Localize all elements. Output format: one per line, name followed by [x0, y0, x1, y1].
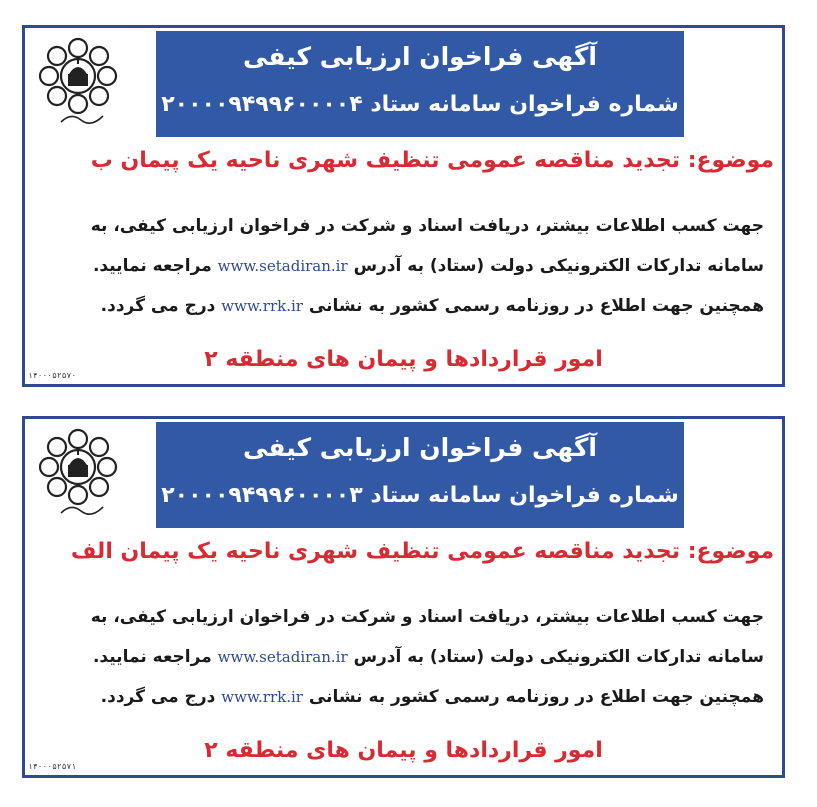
notice-2 — [22, 416, 785, 778]
body-line-3-post: درج می گردد. — [100, 296, 216, 316]
body-line-3 — [39, 286, 764, 326]
header-box — [156, 422, 684, 528]
body-line-3 — [39, 677, 764, 717]
body-line-2-post: مراجعه نمایید. — [92, 647, 212, 667]
footer-signature: امور قراردادها و پیمان های منطقه ۲ — [204, 738, 603, 763]
body-line-2-pre: سامانه تدارکات الکترونیکی دولت (ستاد) به آدرس — [353, 647, 764, 667]
setadiran-link[interactable]: www.setadiran.ir — [217, 257, 348, 275]
body-line-2 — [39, 246, 764, 286]
mashhad-municipality-logo-icon — [33, 36, 123, 130]
setadiran-link[interactable]: www.setadiran.ir — [217, 648, 348, 666]
rrk-link[interactable]: www.rrk.ir — [221, 297, 303, 315]
body-line-2-post: مراجعه نمایید. — [92, 256, 212, 276]
ad-code: ۱۴۰۰۰۵۲۵۷۰ — [28, 371, 77, 380]
body-line-3-post: درج می گردد. — [100, 687, 216, 707]
body-line-1: جهت کسب اطلاعات بیشتر، دریافت اسناد و شرکت در فراخوان ارزیابی کیفی، به — [90, 216, 764, 236]
notice-body — [39, 206, 764, 326]
notice-1 — [22, 25, 785, 387]
body-line-3-pre: همچنین جهت اطلاع در روزنامه رسمی کشور به نشانی — [308, 687, 764, 707]
header-box — [156, 31, 684, 137]
body-line-2-pre: سامانه تدارکات الکترونیکی دولت (ستاد) به آدرس — [353, 256, 764, 276]
mashhad-municipality-logo-icon — [33, 427, 123, 521]
footer-signature: امور قراردادها و پیمان های منطقه ۲ — [204, 347, 603, 372]
call-number: شماره فراخوان سامانه ستاد ۲۰۰۰۰۹۴۹۹۶۰۰۰۰۴ — [161, 92, 679, 117]
notice-title: آگهی فراخوان ارزیابی کیفی — [243, 42, 597, 71]
rrk-link[interactable]: www.rrk.ir — [221, 688, 303, 706]
body-line-3-pre: همچنین جهت اطلاع در روزنامه رسمی کشور به نشانی — [308, 296, 764, 316]
notice-title: آگهی فراخوان ارزیابی کیفی — [243, 433, 597, 462]
subject-line: موضوع: تجدید مناقصه عمومی تنظیف شهری ناحیه یک پیمان الف — [70, 539, 774, 564]
notice-body — [39, 597, 764, 717]
ad-code: ۱۴۰۰۰۵۲۵۷۱ — [28, 762, 77, 771]
subject-line: موضوع: تجدید مناقصه عمومی تنظیف شهری ناحیه یک پیمان ب — [90, 148, 774, 173]
call-number: شماره فراخوان سامانه ستاد ۲۰۰۰۰۹۴۹۹۶۰۰۰۰۳ — [161, 483, 679, 508]
body-line-2 — [39, 637, 764, 677]
body-line-1: جهت کسب اطلاعات بیشتر، دریافت اسناد و شرکت در فراخوان ارزیابی کیفی، به — [90, 607, 764, 627]
